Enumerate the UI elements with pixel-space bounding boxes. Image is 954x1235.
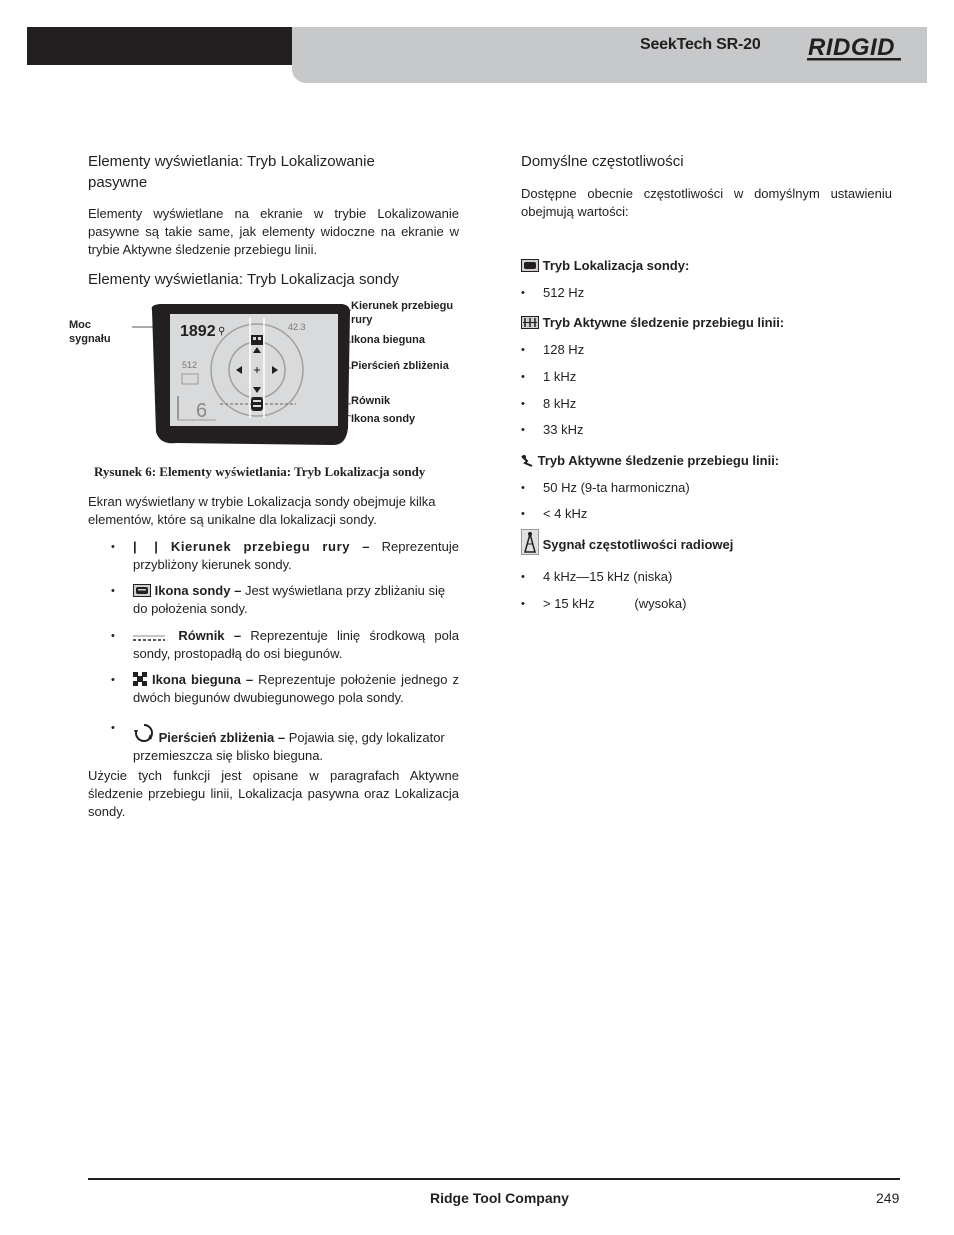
list-item: • > 15 kHz (wysoka) <box>543 595 686 613</box>
bullet-text: Jest wyświetlana przy zbliżaniu się do położenia sondy. <box>133 583 446 616</box>
lcd-depth-value: 6 <box>196 400 208 422</box>
list-item: • < 4 kHz <box>543 505 690 523</box>
list-item: • 50 Hz (9-ta harmoniczna) <box>543 479 690 505</box>
heading-passive-display: Elementy wyświetlania: Tryb Lokalizowanie pasywne <box>88 153 375 191</box>
list-item <box>133 627 459 671</box>
passive-trace-list <box>543 479 690 523</box>
label-pole-icon: Ikona bieguna <box>351 334 425 346</box>
ridgid-logo-text: RIDGID <box>808 34 895 61</box>
bullet-term: Ikona sondy – <box>154 583 242 598</box>
pipe-direction-icon: | | <box>133 539 161 554</box>
figure-caption: Rysunek 6: Elementy wyświetlania: Tryb Lokalizacja sondy <box>94 464 426 479</box>
sonde-mode-list <box>543 284 584 302</box>
group-radio <box>521 529 733 555</box>
paragraph-usage: Użycie tych funkcji jest opisane w paragrafach Aktywne śledzenie przebiegu linii, Lokalizacja pasywna oraz Lokalizacja sondy. <box>88 768 459 819</box>
list-item <box>133 671 459 719</box>
radio-tower-icon <box>521 529 539 555</box>
group-title: Tryb Aktywne śledzenie przebiegu linii: <box>542 315 785 330</box>
lcd-angle-value: 42.3 <box>288 322 306 332</box>
bullet-term: Pierścień zbliżenia – <box>158 730 286 745</box>
bullet-term: Kierunek przebiegu rury – <box>170 539 371 554</box>
group-title: Tryb Aktywne śledzenie przebiegu linii: <box>537 453 780 468</box>
group-sonde-mode <box>521 257 689 275</box>
ridgid-logo <box>806 31 902 63</box>
proximity-ring-icon <box>133 723 155 743</box>
group-title: Tryb Lokalizacja sondy: <box>542 258 690 273</box>
bullet-text: Reprezentuje położenie jednego z dwóch biegunów dwubiegunowego pola sondy. <box>133 672 459 705</box>
list-item: • 512 Hz <box>543 284 584 302</box>
paragraph-sonde-elements: Ekran wyświetlany w trybie Lokalizacja sondy obejmuje kilka elementów, które są unikalne dla lokalizacji sondy. <box>88 494 436 527</box>
passive-line-trace-icon <box>521 454 534 467</box>
footer-company: Ridge Tool Company <box>430 1190 569 1206</box>
label-equator: Równik <box>351 395 391 407</box>
group-passive-trace <box>521 452 779 470</box>
bullet-text: Reprezentuje przybliżony kierunek sondy. <box>133 539 459 572</box>
label-sonde-icon: Ikona sondy <box>351 413 416 425</box>
page-number: 249 <box>876 1190 900 1206</box>
sonde-mode-icon <box>521 259 539 272</box>
list-item: • 4 kHz—15 kHz (niska) <box>543 568 686 595</box>
product-title: SeekTech SR-20 <box>640 36 761 53</box>
pole-icon <box>133 672 147 686</box>
header-black-band <box>27 27 292 65</box>
paragraph-frequencies-intro: Dostępne obecnie częstotliwości w domyślnym ustawieniu obejmują wartości: <box>521 186 892 219</box>
heading-sonde-display: Elementy wyświetlania: Tryb Lokalizacja sondy <box>88 271 399 288</box>
group-active-trace <box>521 314 784 332</box>
list-item: • 33 kHz <box>543 421 584 439</box>
bullet-text: Pojawia się, gdy lokalizator przemieszcza się blisko bieguna. <box>133 730 445 763</box>
bullet-term: Ikona bieguna – <box>152 672 254 687</box>
label-proximity-ring: Pierścień zbliżenia <box>351 360 449 372</box>
list-item: • 1 kHz <box>543 368 584 395</box>
lcd-display-figure <box>120 300 360 450</box>
list-item <box>133 582 459 627</box>
radio-list <box>543 568 686 613</box>
bullet-term: Równik – <box>178 628 242 643</box>
bullet-text: Reprezentuje linię środkową pola sondy, prostopadłą do osi biegunów. <box>133 628 459 661</box>
sonde-icon <box>133 584 151 597</box>
label-signal-strength: Moc sygnału <box>69 319 111 345</box>
list-item: • 8 kHz <box>543 395 584 421</box>
list-item: • 128 Hz <box>543 341 584 368</box>
list-item <box>133 538 459 582</box>
svg-text:⚲: ⚲ <box>218 326 226 337</box>
header-gray-tab <box>292 65 927 83</box>
heading-default-frequencies: Domyślne częstotliwości <box>521 153 684 170</box>
lcd-signal-value: 1892 <box>180 323 216 340</box>
label-pipe-direction: Kierunek przebiegu rury <box>351 300 454 326</box>
lcd-freq-value: 512 <box>182 360 198 370</box>
list-item <box>133 719 459 769</box>
paragraph-passive-display: Elementy wyświetlane na ekranie w trybie Lokalizowanie pasywne są takie same, jak elementy widoczne na ekranie w trybie Aktywne śledzenie przebiegu linii. <box>88 206 459 257</box>
equator-icon <box>133 634 165 642</box>
footer-rule <box>88 1178 900 1180</box>
sonde-elements-list <box>133 538 459 769</box>
group-title: Sygnał częstotliwości radiowej <box>542 537 734 552</box>
active-line-trace-icon <box>521 316 539 329</box>
active-trace-list <box>543 341 584 439</box>
